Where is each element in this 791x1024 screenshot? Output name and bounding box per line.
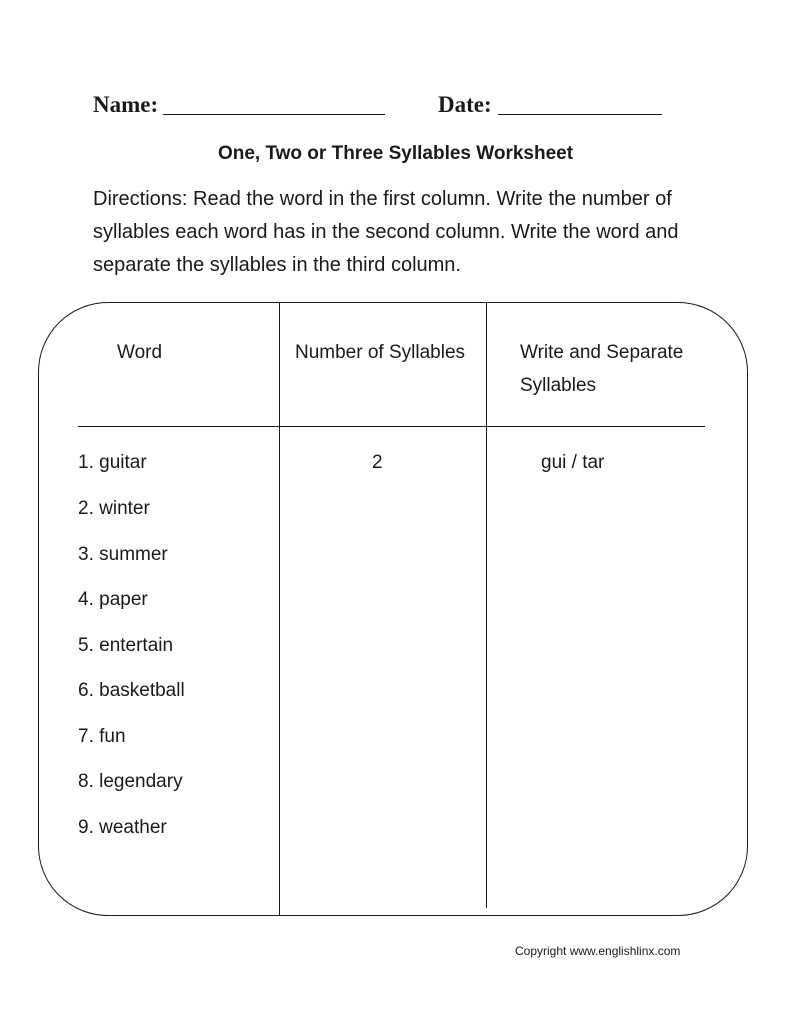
- date-label: Date:: [438, 92, 492, 117]
- name-label: Name:: [93, 92, 159, 117]
- word-row: 3. summer: [78, 544, 168, 565]
- example-separated-word: gui / tar: [541, 452, 605, 473]
- word-row: 6. basketball: [78, 680, 185, 701]
- column-header-separate: Write and Separate Syllables: [520, 342, 684, 396]
- date-blank: [498, 96, 662, 115]
- worksheet-title: One, Two or Three Syllables Worksheet: [217, 143, 574, 164]
- column-divider-1: [279, 302, 280, 916]
- word-row: 4. paper: [78, 589, 148, 610]
- header-divider: [78, 426, 705, 427]
- word-row: 2. winter: [78, 498, 150, 519]
- column-divider-2: [486, 302, 487, 908]
- word-row: 8. legendary: [78, 771, 183, 792]
- directions-text: Directions: Read the word in the first column. Write the number of syllables each word has in the second column. Write the word and separate the syllables in the third column.: [93, 188, 679, 276]
- example-syllable-count: 2: [372, 452, 383, 473]
- word-row: 1. guitar: [78, 452, 147, 473]
- column-header-number: Number of Syllables: [295, 342, 466, 363]
- word-row: 5. entertain: [78, 635, 174, 656]
- word-row: 9. weather: [78, 817, 167, 838]
- word-row: 7. fun: [78, 726, 126, 747]
- column-header-word: Word: [117, 342, 163, 363]
- copyright-notice: Copyright www.englishlinx.com: [515, 944, 681, 958]
- name-blank: [163, 96, 385, 115]
